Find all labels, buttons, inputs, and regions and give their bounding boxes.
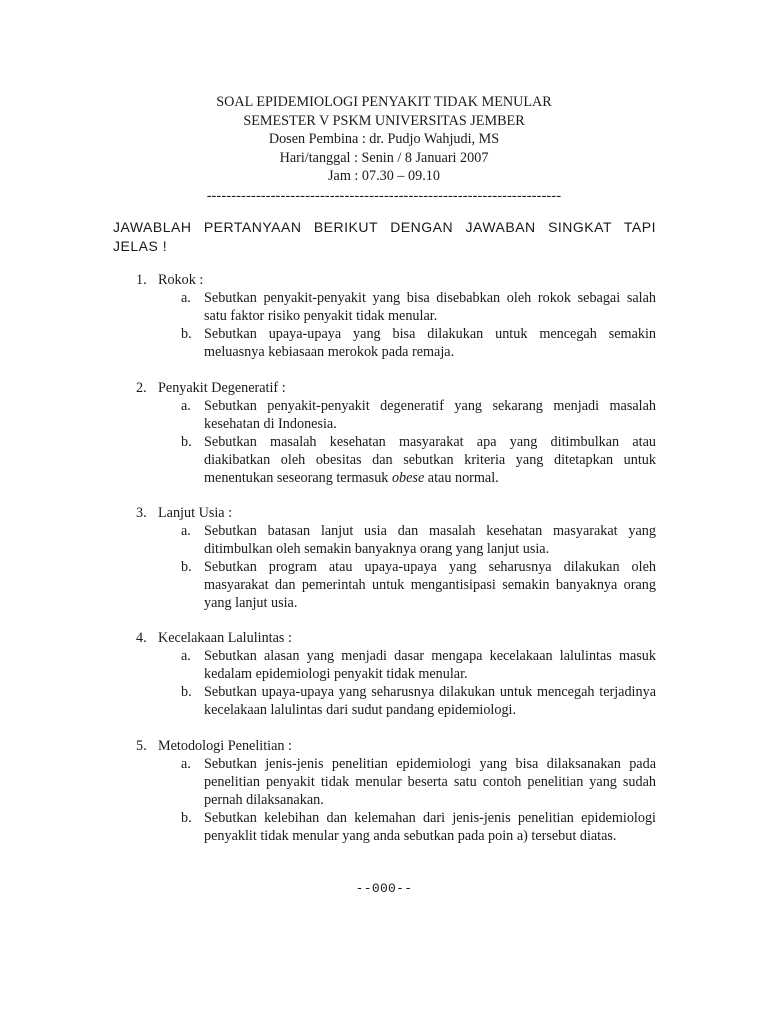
question-title: Rokok : [158, 272, 204, 288]
sub-question-5b [113, 809, 656, 845]
sub-text-main: Sebutkan masalah kesehatan masyarakat apa yang ditimbulkan atau diakibatkan oleh obesitas dan sebutkan kriteria yang ditetapkan untuk menentukan seseorang termasuk [204, 434, 656, 486]
exam-title: SOAL EPIDEMIOLOGI PENYAKIT TIDAK MENULAR [216, 94, 552, 110]
sub-letter: b. [181, 559, 192, 575]
sub-text: Sebutkan penyakit-penyakit degeneratif yang sekarang menjadi masalah kesehatan di Indonesia. [204, 398, 656, 432]
question-3 [113, 504, 656, 612]
question-number: 3. [136, 505, 147, 521]
sub-text: Sebutkan kelebihan dan kelemahan dari jenis-jenis penelitian epidemiologi penyaklit tidak menular yang anda sebutkan pada poin a) tersebut diatas. [204, 810, 656, 844]
document-header [0, 93, 768, 205]
sub-letter: a. [181, 290, 191, 306]
sub-letter: b. [181, 326, 192, 342]
question-5 [113, 737, 656, 845]
question-4 [113, 629, 656, 719]
sub-text [204, 433, 656, 487]
sub-question-4a [113, 647, 656, 683]
instruction-text [113, 218, 656, 256]
sub-text-italic: obese [391, 470, 425, 486]
sub-letter: a. [181, 756, 191, 772]
sub-letter: a. [181, 398, 191, 414]
instruction-line-2: JELAS ! [113, 238, 168, 254]
sub-letter: a. [181, 648, 191, 664]
question-2 [113, 379, 656, 487]
sub-text: Sebutkan penyakit-penyakit yang bisa disebabkan oleh rokok sebagai salah satu faktor risiko penyakit tidak menular. [204, 290, 656, 324]
sub-letter: a. [181, 523, 191, 539]
sub-text-after: atau normal. [427, 470, 499, 486]
sub-question-1a [113, 289, 656, 325]
instruction-line-1: JAWABLAH PERTANYAAN BERIKUT DENGAN JAWABAN SINGKAT TAPI [113, 219, 656, 235]
document-footer: --000-- [355, 881, 413, 896]
sub-question-2b [113, 433, 656, 487]
question-number: 4. [136, 630, 147, 646]
header-divider: ------------------------------------------------------------------------ [206, 187, 562, 204]
question-number: 1. [136, 272, 147, 288]
sub-question-3a [113, 522, 656, 558]
time-line: Jam : 07.30 – 09.10 [328, 168, 440, 184]
sub-text: Sebutkan alasan yang menjadi dasar mengapa kecelakaan lalulintas masuk kedalam epidemiologi penyakit tidak menular. [204, 648, 656, 682]
sub-letter: b. [181, 684, 192, 700]
sub-letter: b. [181, 810, 192, 826]
sub-letter: b. [181, 434, 192, 450]
question-1 [113, 271, 656, 361]
semester-line: SEMESTER V PSKM UNIVERSITAS JEMBER [243, 112, 525, 129]
sub-question-4b [113, 683, 656, 719]
sub-text: Sebutkan jenis-jenis penelitian epidemiologi yang bisa dilaksanakan pada penelitian penyakit tidak menular beserta satu contoh penelitian yang sudah pernah dilaksanakan. [204, 756, 656, 808]
date-line: Hari/tanggal : Senin / 8 Januari 2007 [279, 149, 489, 166]
question-number: 5. [136, 738, 147, 754]
sub-question-2a [113, 397, 656, 433]
sub-text: Sebutkan upaya-upaya yang bisa dilakukan untuk mencegah semakin meluasnya kebiasaan merokok pada remaja. [204, 326, 656, 360]
sub-question-1b [113, 325, 656, 361]
question-title: Lanjut Usia : [158, 505, 233, 521]
sub-text: Sebutkan upaya-upaya yang seharusnya dilakukan untuk mencegah terjadinya kecelakaan lalulintas dari sudut pandang epidemiologi. [204, 684, 656, 718]
sub-question-3b [113, 558, 656, 612]
sub-question-5a [113, 755, 656, 809]
question-title: Metodologi Penelitian : [158, 738, 292, 754]
lecturer-line: Dosen Pembina : dr. Pudjo Wahjudi, MS [268, 131, 500, 147]
question-title: Penyakit Degeneratif : [158, 380, 286, 396]
question-number: 2. [136, 380, 147, 396]
sub-text: Sebutkan program atau upaya-upaya yang seharusnya dilakukan oleh masyarakat dan pemerintah untuk mengantisipasi semakin banyaknya orang yang lanjut usia. [204, 559, 656, 611]
sub-text: Sebutkan batasan lanjut usia dan masalah kesehatan masyarakat yang ditimbulkan oleh semakin banyaknya orang yang lanjut usia. [204, 523, 656, 557]
question-title: Kecelakaan Lalulintas : [158, 630, 292, 646]
